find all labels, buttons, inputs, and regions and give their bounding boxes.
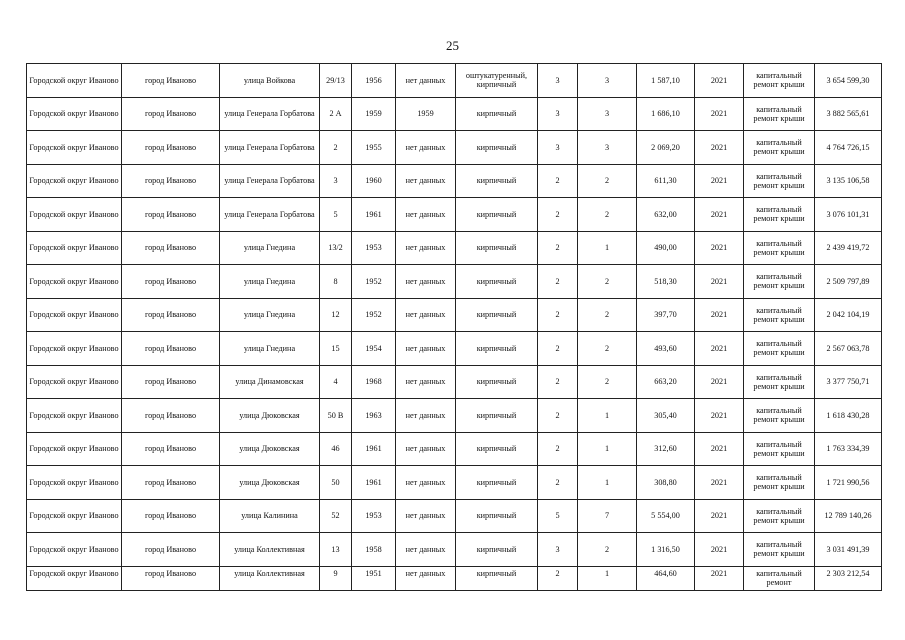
- commission-year-cell: нет данных: [396, 231, 456, 265]
- area-cell: 1 587,10: [637, 64, 695, 98]
- wall-material-cell: кирпичный: [456, 198, 538, 232]
- work-type-cell: капитальный ремонт крыши: [744, 131, 815, 165]
- house-number-cell: 46: [320, 432, 352, 466]
- cost-cell: 3 076 101,31: [815, 198, 882, 232]
- table-row: [27, 298, 882, 332]
- settlement-cell: город Иваново: [122, 164, 220, 198]
- build-year-cell: 1961: [352, 198, 396, 232]
- build-year-cell: 1960: [352, 164, 396, 198]
- entrances-cell: 1: [578, 432, 637, 466]
- street-cell: улица Генерала Горбатова: [220, 198, 320, 232]
- area-cell: 663,20: [637, 365, 695, 399]
- work-type-cell: капитальный ремонт крыши: [744, 399, 815, 433]
- area-cell: 308,80: [637, 466, 695, 500]
- cost-cell: 12 789 140,26: [815, 499, 882, 533]
- settlement-cell: город Иваново: [122, 432, 220, 466]
- work-type-cell: капитальный ремонт крыши: [744, 533, 815, 567]
- street-cell: улица Гнедина: [220, 265, 320, 299]
- municipality-cell: Городской округ Иваново: [27, 97, 122, 131]
- settlement-cell: город Иваново: [122, 64, 220, 98]
- municipality-cell: Городской округ Иваново: [27, 365, 122, 399]
- settlement-cell: город Иваново: [122, 533, 220, 567]
- commission-year-cell: нет данных: [396, 466, 456, 500]
- work-type-cell: капитальный ремонт крыши: [744, 97, 815, 131]
- table-body: [27, 64, 882, 591]
- municipality-cell: Городской округ Иваново: [27, 231, 122, 265]
- entrances-cell: 7: [578, 499, 637, 533]
- work-type-cell: капитальный ремонт крыши: [744, 231, 815, 265]
- floors-cell: 2: [538, 399, 578, 433]
- wall-material-cell: кирпичный: [456, 231, 538, 265]
- wall-material-cell: кирпичный: [456, 97, 538, 131]
- municipality-cell: Городской округ Иваново: [27, 466, 122, 500]
- table-row: [27, 164, 882, 198]
- work-year-cell: 2021: [695, 164, 744, 198]
- settlement-cell: город Иваново: [122, 499, 220, 533]
- street-cell: улица Генерала Горбатова: [220, 131, 320, 165]
- work-type-cell: капитальный ремонт крыши: [744, 265, 815, 299]
- municipality-cell: Городской округ Иваново: [27, 131, 122, 165]
- commission-year-cell: нет данных: [396, 499, 456, 533]
- work-year-cell: 2021: [695, 533, 744, 567]
- commission-year-cell: нет данных: [396, 164, 456, 198]
- house-number-cell: 5: [320, 198, 352, 232]
- floors-cell: 3: [538, 97, 578, 131]
- entrances-cell: 2: [578, 164, 637, 198]
- wall-material-cell: кирпичный: [456, 164, 538, 198]
- build-year-cell: 1951: [352, 566, 396, 590]
- municipality-cell: Городской округ Иваново: [27, 399, 122, 433]
- work-year-cell: 2021: [695, 97, 744, 131]
- work-type-cell: капитальный ремонт крыши: [744, 64, 815, 98]
- floors-cell: 2: [538, 432, 578, 466]
- work-type-cell: капитальный ремонт крыши: [744, 365, 815, 399]
- cost-cell: 1 618 430,28: [815, 399, 882, 433]
- municipality-cell: Городской округ Иваново: [27, 64, 122, 98]
- table-row: [27, 399, 882, 433]
- area-cell: 312,60: [637, 432, 695, 466]
- house-number-cell: 50: [320, 466, 352, 500]
- area-cell: 490,00: [637, 231, 695, 265]
- commission-year-cell: нет данных: [396, 298, 456, 332]
- house-number-cell: 9: [320, 566, 352, 590]
- commission-year-cell: нет данных: [396, 332, 456, 366]
- house-number-cell: 13/2: [320, 231, 352, 265]
- floors-cell: 2: [538, 164, 578, 198]
- street-cell: улица Гнедина: [220, 332, 320, 366]
- work-type-cell: капитальный ремонт крыши: [744, 164, 815, 198]
- settlement-cell: город Иваново: [122, 298, 220, 332]
- entrances-cell: 2: [578, 365, 637, 399]
- wall-material-cell: кирпичный: [456, 365, 538, 399]
- wall-material-cell: кирпичный: [456, 566, 538, 590]
- wall-material-cell: кирпичный: [456, 131, 538, 165]
- commission-year-cell: нет данных: [396, 64, 456, 98]
- municipality-cell: Городской округ Иваново: [27, 265, 122, 299]
- work-year-cell: 2021: [695, 231, 744, 265]
- area-cell: 305,40: [637, 399, 695, 433]
- table-row: [27, 265, 882, 299]
- municipality-cell: Городской округ Иваново: [27, 432, 122, 466]
- area-cell: 493,60: [637, 332, 695, 366]
- work-year-cell: 2021: [695, 566, 744, 590]
- cost-cell: 3 377 750,71: [815, 365, 882, 399]
- build-year-cell: 1961: [352, 466, 396, 500]
- settlement-cell: город Иваново: [122, 399, 220, 433]
- street-cell: улица Генерала Горбатова: [220, 164, 320, 198]
- work-year-cell: 2021: [695, 432, 744, 466]
- build-year-cell: 1954: [352, 332, 396, 366]
- house-number-cell: 52: [320, 499, 352, 533]
- floors-cell: 2: [538, 466, 578, 500]
- floors-cell: 3: [538, 131, 578, 165]
- entrances-cell: 3: [578, 97, 637, 131]
- entrances-cell: 1: [578, 566, 637, 590]
- entrances-cell: 2: [578, 533, 637, 567]
- entrances-cell: 2: [578, 198, 637, 232]
- wall-material-cell: кирпичный: [456, 298, 538, 332]
- floors-cell: 2: [538, 198, 578, 232]
- settlement-cell: город Иваново: [122, 466, 220, 500]
- build-year-cell: 1952: [352, 298, 396, 332]
- cost-cell: 3 135 106,58: [815, 164, 882, 198]
- street-cell: улица Генерала Горбатова: [220, 97, 320, 131]
- floors-cell: 2: [538, 365, 578, 399]
- commission-year-cell: нет данных: [396, 399, 456, 433]
- settlement-cell: город Иваново: [122, 231, 220, 265]
- wall-material-cell: кирпичный: [456, 499, 538, 533]
- floors-cell: 2: [538, 265, 578, 299]
- area-cell: 611,30: [637, 164, 695, 198]
- municipality-cell: Городской округ Иваново: [27, 198, 122, 232]
- floors-cell: 2: [538, 298, 578, 332]
- build-year-cell: 1958: [352, 533, 396, 567]
- floors-cell: 3: [538, 64, 578, 98]
- wall-material-cell: кирпичный: [456, 466, 538, 500]
- work-year-cell: 2021: [695, 64, 744, 98]
- build-year-cell: 1959: [352, 97, 396, 131]
- work-year-cell: 2021: [695, 499, 744, 533]
- build-year-cell: 1956: [352, 64, 396, 98]
- wall-material-cell: кирпичный: [456, 332, 538, 366]
- house-number-cell: 8: [320, 265, 352, 299]
- street-cell: улица Дюковская: [220, 466, 320, 500]
- wall-material-cell: оштукатуренный, кирпичный: [456, 64, 538, 98]
- street-cell: улица Динамовская: [220, 365, 320, 399]
- street-cell: улица Войкова: [220, 64, 320, 98]
- wall-material-cell: кирпичный: [456, 533, 538, 567]
- work-type-cell: капитальный ремонт: [744, 566, 815, 590]
- build-year-cell: 1953: [352, 231, 396, 265]
- table-row: [27, 566, 882, 590]
- house-number-cell: 13: [320, 533, 352, 567]
- build-year-cell: 1952: [352, 265, 396, 299]
- cost-cell: 1 721 990,56: [815, 466, 882, 500]
- municipality-cell: Городской округ Иваново: [27, 533, 122, 567]
- commission-year-cell: нет данных: [396, 131, 456, 165]
- area-cell: 518,30: [637, 265, 695, 299]
- street-cell: улица Калинина: [220, 499, 320, 533]
- work-year-cell: 2021: [695, 332, 744, 366]
- build-year-cell: 1961: [352, 432, 396, 466]
- house-number-cell: 15: [320, 332, 352, 366]
- floors-cell: 2: [538, 566, 578, 590]
- area-cell: 1 316,50: [637, 533, 695, 567]
- commission-year-cell: 1959: [396, 97, 456, 131]
- house-number-cell: 2 А: [320, 97, 352, 131]
- street-cell: улица Гнедина: [220, 298, 320, 332]
- table-row: [27, 365, 882, 399]
- cost-cell: 4 764 726,15: [815, 131, 882, 165]
- floors-cell: 5: [538, 499, 578, 533]
- page-number: 25: [446, 38, 459, 53]
- work-type-cell: капитальный ремонт крыши: [744, 332, 815, 366]
- housing-registry-table: [26, 63, 882, 591]
- commission-year-cell: нет данных: [396, 198, 456, 232]
- entrances-cell: 2: [578, 332, 637, 366]
- build-year-cell: 1953: [352, 499, 396, 533]
- work-type-cell: капитальный ремонт крыши: [744, 432, 815, 466]
- cost-cell: 2 042 104,19: [815, 298, 882, 332]
- entrances-cell: 2: [578, 265, 637, 299]
- work-year-cell: 2021: [695, 198, 744, 232]
- house-number-cell: 4: [320, 365, 352, 399]
- area-cell: 2 069,20: [637, 131, 695, 165]
- street-cell: улица Коллективная: [220, 566, 320, 590]
- cost-cell: 3 654 599,30: [815, 64, 882, 98]
- build-year-cell: 1963: [352, 399, 396, 433]
- settlement-cell: город Иваново: [122, 365, 220, 399]
- entrances-cell: 2: [578, 298, 637, 332]
- work-year-cell: 2021: [695, 365, 744, 399]
- settlement-cell: город Иваново: [122, 131, 220, 165]
- wall-material-cell: кирпичный: [456, 399, 538, 433]
- area-cell: 5 554,00: [637, 499, 695, 533]
- build-year-cell: 1968: [352, 365, 396, 399]
- table-row: [27, 432, 882, 466]
- table-row: [27, 64, 882, 98]
- table-row: [27, 466, 882, 500]
- cost-cell: 2 509 797,89: [815, 265, 882, 299]
- settlement-cell: город Иваново: [122, 198, 220, 232]
- house-number-cell: 50 В: [320, 399, 352, 433]
- municipality-cell: Городской округ Иваново: [27, 566, 122, 590]
- entrances-cell: 1: [578, 399, 637, 433]
- settlement-cell: город Иваново: [122, 566, 220, 590]
- settlement-cell: город Иваново: [122, 265, 220, 299]
- work-type-cell: капитальный ремонт крыши: [744, 499, 815, 533]
- work-type-cell: капитальный ремонт крыши: [744, 298, 815, 332]
- street-cell: улица Гнедина: [220, 231, 320, 265]
- street-cell: улица Дюковская: [220, 432, 320, 466]
- municipality-cell: Городской округ Иваново: [27, 499, 122, 533]
- house-number-cell: 3: [320, 164, 352, 198]
- table-row: [27, 198, 882, 232]
- cost-cell: 2 439 419,72: [815, 231, 882, 265]
- municipality-cell: Городской округ Иваново: [27, 164, 122, 198]
- commission-year-cell: нет данных: [396, 265, 456, 299]
- house-number-cell: 2: [320, 131, 352, 165]
- table-row: [27, 131, 882, 165]
- entrances-cell: 1: [578, 466, 637, 500]
- cost-cell: 2 567 063,78: [815, 332, 882, 366]
- floors-cell: 2: [538, 231, 578, 265]
- street-cell: улица Дюковская: [220, 399, 320, 433]
- cost-cell: 3 031 491,39: [815, 533, 882, 567]
- street-cell: улица Коллективная: [220, 533, 320, 567]
- commission-year-cell: нет данных: [396, 432, 456, 466]
- work-year-cell: 2021: [695, 399, 744, 433]
- table-row: [27, 332, 882, 366]
- area-cell: 397,70: [637, 298, 695, 332]
- entrances-cell: 1: [578, 231, 637, 265]
- table-row: [27, 231, 882, 265]
- table-row: [27, 499, 882, 533]
- area-cell: 1 686,10: [637, 97, 695, 131]
- settlement-cell: город Иваново: [122, 332, 220, 366]
- settlement-cell: город Иваново: [122, 97, 220, 131]
- floors-cell: 3: [538, 533, 578, 567]
- house-number-cell: 12: [320, 298, 352, 332]
- build-year-cell: 1955: [352, 131, 396, 165]
- municipality-cell: Городской округ Иваново: [27, 298, 122, 332]
- work-type-cell: капитальный ремонт крыши: [744, 198, 815, 232]
- wall-material-cell: кирпичный: [456, 432, 538, 466]
- commission-year-cell: нет данных: [396, 566, 456, 590]
- commission-year-cell: нет данных: [396, 365, 456, 399]
- work-year-cell: 2021: [695, 298, 744, 332]
- work-year-cell: 2021: [695, 131, 744, 165]
- entrances-cell: 3: [578, 131, 637, 165]
- table-row: [27, 533, 882, 567]
- wall-material-cell: кирпичный: [456, 265, 538, 299]
- table-row: [27, 97, 882, 131]
- cost-cell: 1 763 334,39: [815, 432, 882, 466]
- house-number-cell: 29/13: [320, 64, 352, 98]
- municipality-cell: Городской округ Иваново: [27, 332, 122, 366]
- floors-cell: 2: [538, 332, 578, 366]
- work-year-cell: 2021: [695, 466, 744, 500]
- cost-cell: 2 303 212,54: [815, 566, 882, 590]
- cost-cell: 3 882 565,61: [815, 97, 882, 131]
- area-cell: 464,60: [637, 566, 695, 590]
- entrances-cell: 3: [578, 64, 637, 98]
- work-year-cell: 2021: [695, 265, 744, 299]
- area-cell: 632,00: [637, 198, 695, 232]
- commission-year-cell: нет данных: [396, 533, 456, 567]
- work-type-cell: капитальный ремонт крыши: [744, 466, 815, 500]
